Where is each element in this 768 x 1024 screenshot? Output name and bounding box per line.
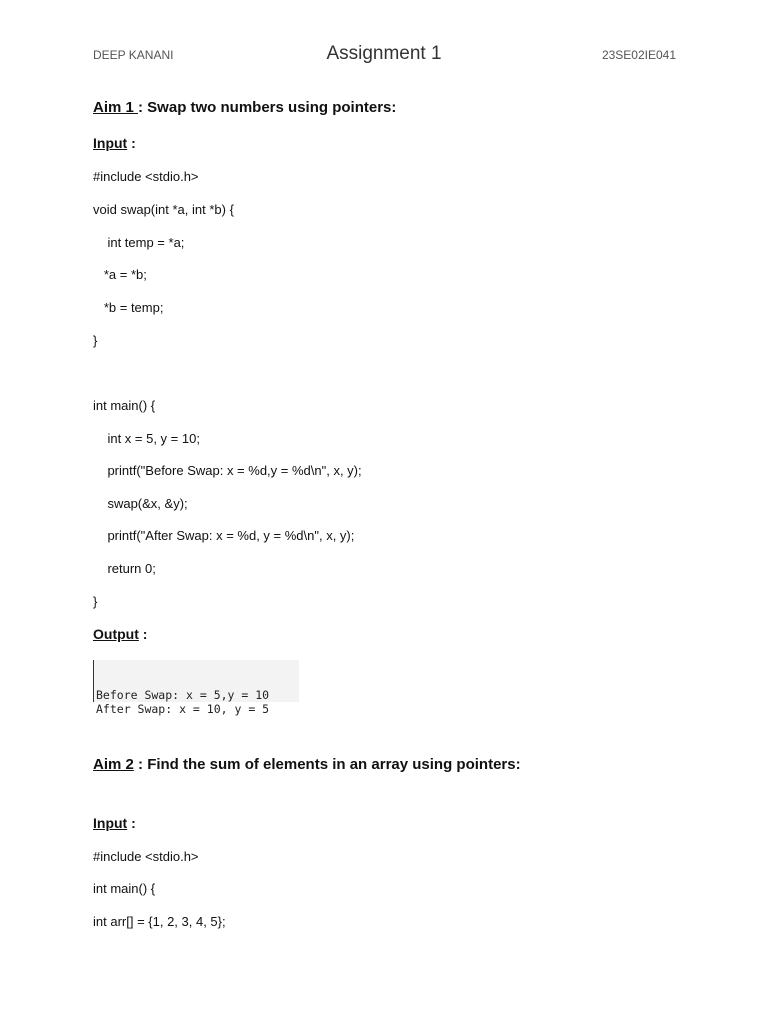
code-line: return 0; [93,561,156,576]
aim2-heading [93,756,521,773]
aim2-input-label [93,815,136,831]
console-output [93,660,299,716]
aim2-prefix: Aim 2 [93,756,134,773]
aim1-heading [93,99,396,116]
code-line: #include <stdio.h> [93,169,199,184]
aim1-title: : Swap two numbers using pointers: [138,99,397,116]
code-line: int main() { [93,398,156,413]
header-title: Assignment 1 [326,43,442,64]
code-line: int main() { [93,881,156,896]
code-line: int arr[] = {1, 2, 3, 4, 5}; [93,914,226,929]
aim2-input-word: Input [93,815,128,831]
aim1-input-suffix: : [127,135,136,151]
aim1-input-label [93,135,136,151]
aim2-input-suffix: : [127,815,136,831]
code-line: printf("After Swap: x = %d, y = %d\n", x, y); [93,528,355,543]
aim1-output-word: Output [93,626,139,642]
code-line: int temp = *a; [93,235,185,250]
header-author: DEEP KANANI [93,48,174,62]
code-line: *b = temp; [93,300,164,315]
code-line: } [93,594,98,609]
console-output-line: After Swap: x = 10, y = 5 [96,702,270,716]
code-line: printf("Before Swap: x = %d,y = %d\n", x, y); [93,463,362,478]
aim1-input-word: Input [93,135,128,151]
aim1-output-label [93,626,147,642]
code-line: *a = *b; [93,267,147,282]
code-line: #include <stdio.h> [93,849,199,864]
aim1-output-suffix: : [138,626,148,642]
code-line: } [93,333,98,348]
code-line: int x = 5, y = 10; [93,431,200,446]
code-line: swap(&x, &y); [93,496,188,511]
console-output-line: Before Swap: x = 5,y = 10 [96,688,270,702]
aim2-title: : Find the sum of elements in an array using pointers: [133,756,521,773]
code-line: void swap(int *a, int *b) { [93,202,234,217]
aim1-prefix: Aim 1 [93,99,139,116]
header-roll-number: 23SE02IE041 [601,48,676,62]
